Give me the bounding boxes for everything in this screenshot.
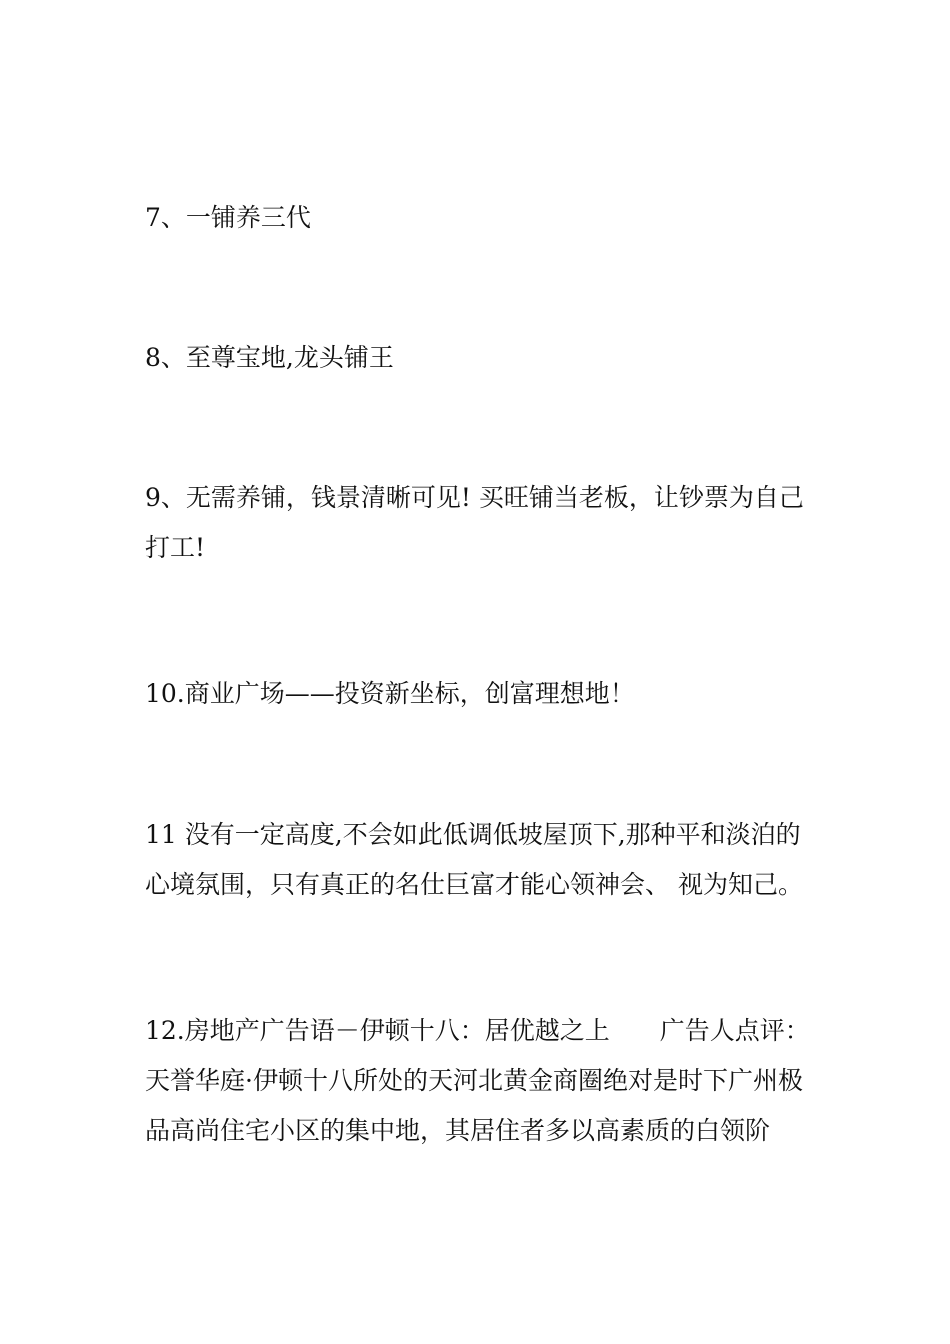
slogan-paragraph-12: 12.房地产广告语－伊顿十八：居优越之上 广告人点评：天誉华庭·伊顿十八所处的天河北黄金商圈绝对是时下广州极品高尚住宅小区的集中地，其居住者多以高素质的白领阶 <box>145 1016 810 1145</box>
slogan-paragraph-8: 8、至尊宝地,龙头铺王 <box>145 343 394 372</box>
slogan-paragraph-11: 11 没有一定高度,不会如此低调低坡屋顶下,那种平和淡泊的心境氛围，只有真正的名仕巨富才能心领神会、 视为知己。 <box>145 820 803 899</box>
slogan-paragraph-7: 7、一铺养三代 <box>145 203 311 232</box>
slogan-paragraph-9: 9、无需养铺，钱景清晰可见! 买旺铺当老板，让钞票为自己打工! <box>145 483 804 562</box>
slogan-paragraph-10: 10.商业广场——投资新坐标，创富理想地！ <box>145 679 635 708</box>
